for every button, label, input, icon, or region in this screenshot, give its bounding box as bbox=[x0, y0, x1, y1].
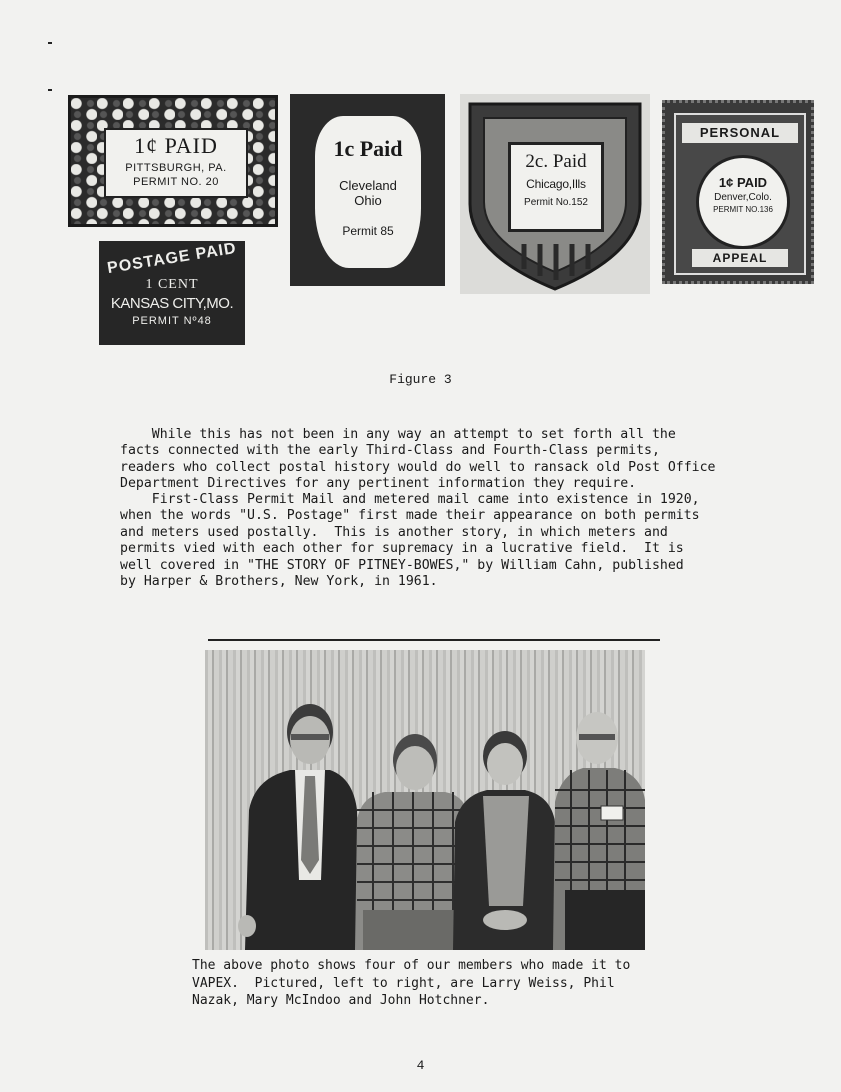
stamp-state: Ohio bbox=[354, 193, 382, 208]
stamp-permit-number: PERMIT NO. 20 bbox=[133, 176, 219, 188]
permit-stamp-pittsburgh bbox=[68, 95, 278, 227]
body-paragraph: While this has not been in any way an attempt to set forth all the facts connected with the early Third-Class and Fourth-Class permits, readers who collect postal history would do well to ransack old Post Office Department Directives for any pertinent information they require. bbox=[120, 427, 716, 492]
stamp-permit-number: PERMIT Nº48 bbox=[132, 315, 212, 327]
permit-stamp-denver bbox=[662, 100, 814, 284]
stamp-permit-number: Permit No.152 bbox=[524, 197, 588, 208]
stamp-city: Cleveland bbox=[339, 178, 397, 193]
stamp-rate: 1 CENT bbox=[145, 277, 199, 292]
stamp-city: KANSAS CITY,MO. bbox=[110, 295, 234, 312]
stamp-banner-top: PERSONAL bbox=[682, 123, 798, 143]
scan-mark bbox=[48, 42, 52, 44]
stamp-frame bbox=[674, 113, 806, 275]
page-number: 4 bbox=[416, 1058, 425, 1073]
stamp-city: PITTSBURGH, PA. bbox=[125, 162, 227, 174]
stamp-permit-number: Permit 85 bbox=[342, 224, 394, 238]
stamp-rate: 1c Paid bbox=[333, 136, 403, 161]
scan-mark bbox=[48, 89, 52, 91]
stamp-rate: 1¢ PAID bbox=[134, 133, 218, 158]
stamp-rate: 1¢ PAID bbox=[718, 175, 768, 190]
stamp-rate: 2c. Paid bbox=[525, 151, 587, 172]
stamp-label-panel bbox=[508, 142, 604, 232]
stamp-heading: POSTAGE PAID bbox=[106, 239, 238, 278]
photo-caption: The above photo shows four of our members who made it to VAPEX. Pictured, left to right, are Larry Weiss, Phil Nazak, Mary McIndoo and John Hotchner. bbox=[192, 958, 631, 1008]
stamp-permit-number: PERMIT NO.136 bbox=[713, 205, 773, 214]
stamp-label-panel bbox=[315, 116, 421, 268]
horizontal-rule bbox=[208, 639, 660, 641]
figure-caption: Figure 3 bbox=[389, 372, 452, 387]
stamp-city: Denver,Colo. bbox=[714, 192, 772, 203]
group-photo bbox=[205, 650, 645, 950]
stamp-label-panel bbox=[104, 128, 248, 198]
stamp-city: Chicago,Ills bbox=[526, 177, 586, 191]
permit-stamp-chicago bbox=[460, 94, 650, 294]
stamp-banner-bottom: APPEAL bbox=[692, 249, 788, 267]
body-paragraph: First-Class Permit Mail and metered mail came into existence in 1920, when the words "U.S. Postage" first made their appearance on both permits and meters used postally. This is another story, in which meters and permits vied with each other for supremacy in a lucrative field. It is well covered in "THE STORY OF PITNEY-BOWES," by William Cahn, published by Harper & Brothers, New York, in 1961. bbox=[120, 492, 700, 590]
group-photo-image bbox=[205, 650, 645, 950]
permit-stamp-kansas-city bbox=[99, 241, 245, 345]
permit-stamp-cleveland bbox=[290, 94, 445, 286]
stamp-oval bbox=[696, 155, 790, 249]
